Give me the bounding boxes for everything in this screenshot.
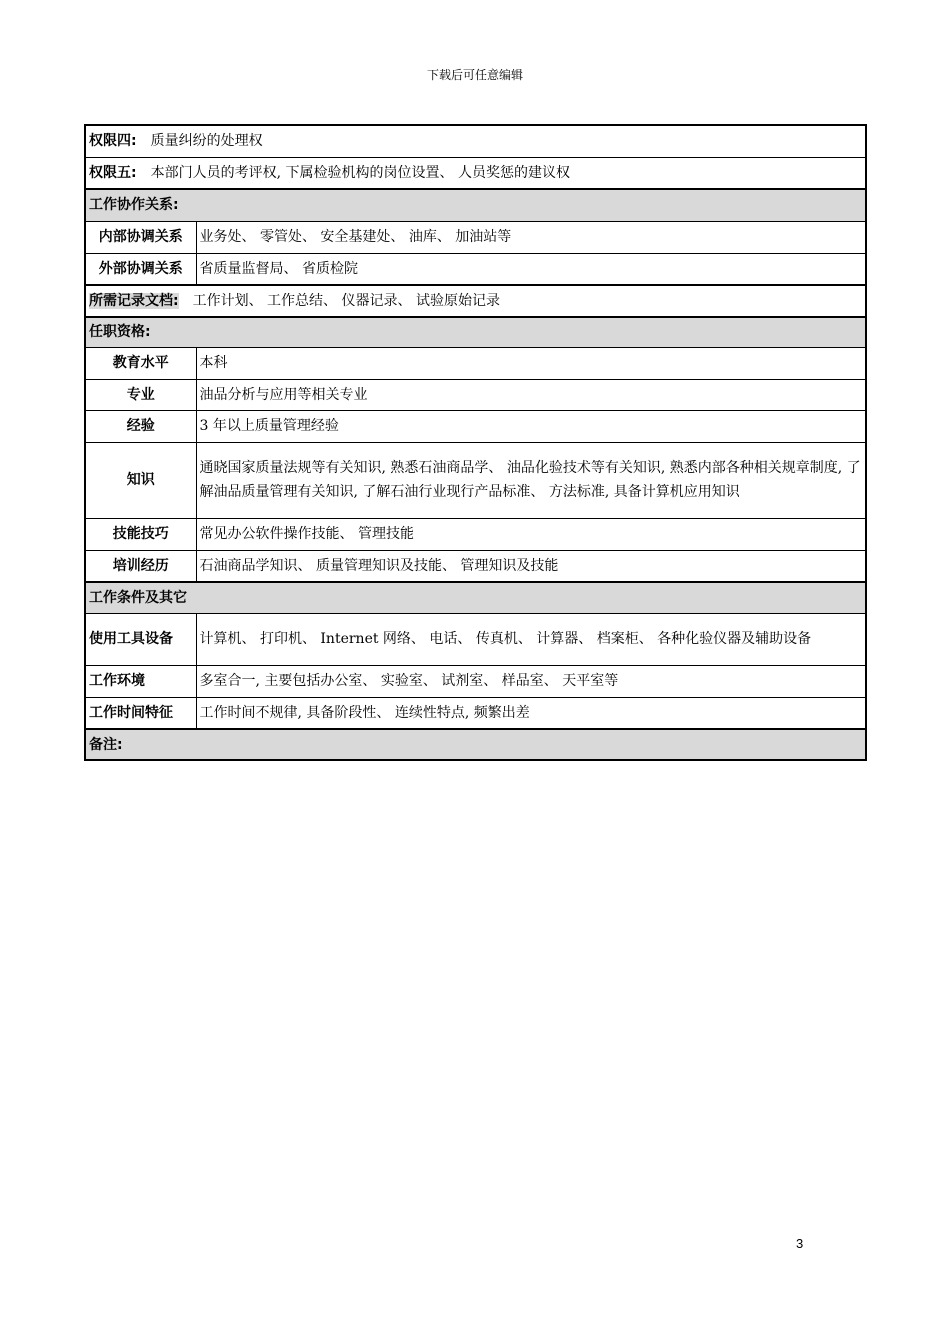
qualification-label: 经验: [85, 410, 196, 442]
qualification-row: [85, 410, 866, 442]
qualification-label: 知识: [85, 442, 196, 518]
qualification-value: 3 年以上质量管理经验: [196, 410, 866, 442]
qualification-label: 专业: [85, 379, 196, 410]
cooperation-row-external: [85, 253, 866, 285]
qualification-row: [85, 442, 866, 518]
qualification-label: 教育水平: [85, 347, 196, 379]
authority-row: [85, 157, 866, 189]
qualification-label: 培训经历: [85, 550, 196, 582]
authority-text: 质量纠纷的处理权: [150, 133, 263, 150]
condition-label: 使用工具设备: [85, 613, 196, 665]
section-heading-row: [85, 317, 866, 347]
job-description-table: [84, 124, 867, 761]
cooperation-heading: 工作协作关系:: [85, 189, 866, 221]
internal-coordination-label: 内部协调关系: [85, 221, 196, 253]
records-text: 工作计划、 工作总结、 仪器记录、 试验原始记录: [192, 293, 500, 309]
cooperation-row-internal: [85, 221, 866, 253]
authority-row: [85, 125, 866, 157]
condition-value: 计算机、 打印机、 Internet 网络、 电话、 传真机、 计算器、 档案柜、 各种化验仪器及辅助设备: [196, 613, 866, 665]
condition-label: 工作环境: [85, 665, 196, 697]
page-number: 3: [796, 1236, 804, 1251]
authority-label: 权限五:: [89, 164, 137, 181]
qualification-value: 石油商品学知识、 质量管理知识及技能、 管理知识及技能: [196, 550, 866, 582]
page-header: 下载后可任意编辑: [426, 68, 523, 82]
internal-coordination-value: 业务处、 零管处、 安全基建处、 油库、 加油站等: [196, 221, 866, 253]
records-label: 所需记录文档:: [89, 293, 179, 309]
section-heading-row: [85, 189, 866, 221]
qualification-value: 常见办公软件操作技能、 管理技能: [196, 518, 866, 550]
conditions-heading: 工作条件及其它: [85, 582, 866, 613]
external-coordination-value: 省质量监督局、 省质检院: [196, 253, 866, 285]
authority-label: 权限四:: [89, 133, 137, 150]
qualification-row: [85, 347, 866, 379]
condition-row: [85, 665, 866, 697]
qualification-row: [85, 379, 866, 410]
qualification-value: 通晓国家质量法规等有关知识, 熟悉石油商品学、 油品化验技术等有关知识, 熟悉内部各种相关规章制度, 了解油品质量管理有关知识, 了解石油行业现行产品标准、 方法标准, 具备计算机应用知识: [196, 442, 866, 518]
records-row: [85, 285, 866, 317]
external-coordination-label: 外部协调关系: [85, 253, 196, 285]
condition-label: 工作时间特征: [85, 697, 196, 729]
qualification-value: 本科: [196, 347, 866, 379]
condition-value: 多室合一, 主要包括办公室、 实验室、 试剂室、 样品室、 天平室等: [196, 665, 866, 697]
condition-row: [85, 697, 866, 729]
qualification-value: 油品分析与应用等相关专业: [196, 379, 866, 410]
authority-text: 本部门人员的考评权, 下属检验机构的岗位设置、 人员奖惩的建议权: [150, 164, 570, 181]
qualifications-heading: 任职资格:: [85, 317, 866, 347]
section-heading-row: [85, 582, 866, 613]
remarks-label: 备注:: [85, 729, 866, 760]
qualification-label: 技能技巧: [85, 518, 196, 550]
condition-value: 工作时间不规律, 具备阶段性、 连续性特点, 频繁出差: [196, 697, 866, 729]
qualification-row: [85, 518, 866, 550]
remarks-row: [85, 729, 866, 760]
condition-row: [85, 613, 866, 665]
qualification-row: [85, 550, 866, 582]
